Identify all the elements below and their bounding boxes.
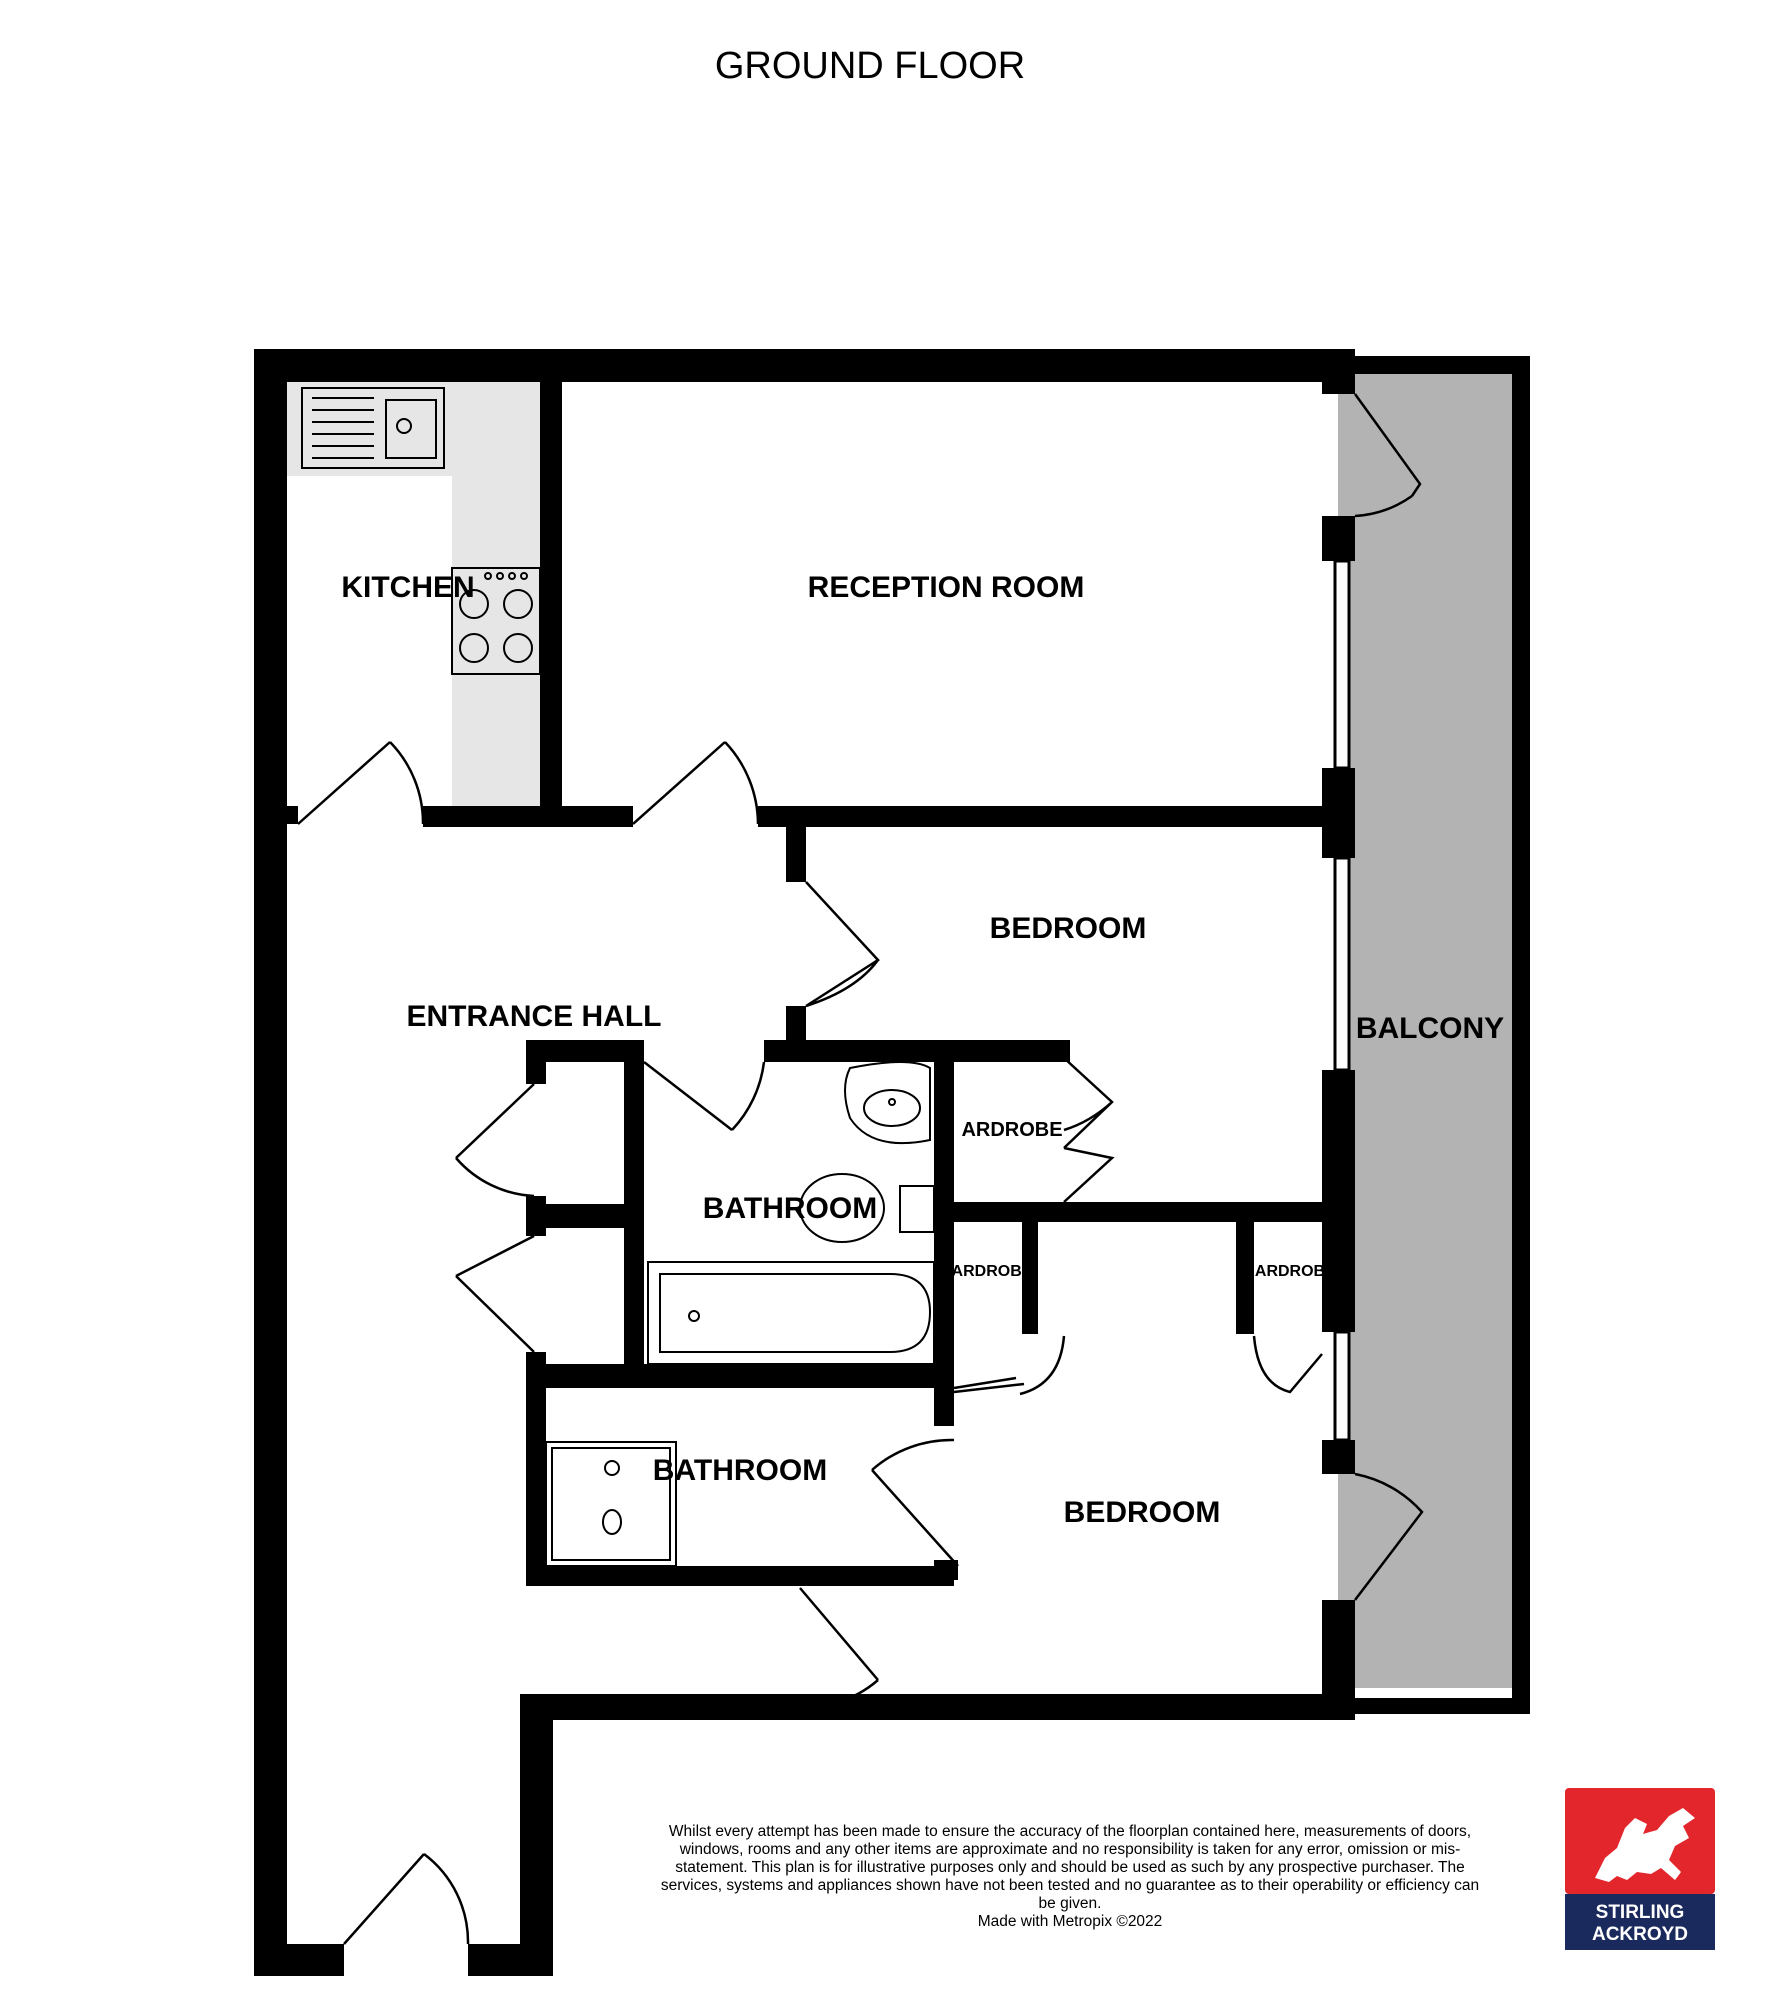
wall xyxy=(1322,1070,1355,1332)
wall xyxy=(526,1694,1338,1720)
room-label-wardrobe-3: ARDROB xyxy=(1254,1263,1326,1280)
door xyxy=(1254,1336,1322,1392)
room-label-bedroom-1: BEDROOM xyxy=(989,912,1147,945)
wall xyxy=(526,1566,954,1586)
window xyxy=(1335,561,1349,768)
bath-icon xyxy=(648,1262,934,1364)
wall xyxy=(254,349,287,1974)
door xyxy=(644,1062,764,1130)
wall xyxy=(758,806,1338,827)
room-label-balcony: BALCONY xyxy=(1355,1012,1505,1045)
door xyxy=(1064,1058,1112,1148)
window xyxy=(1335,1332,1349,1440)
door xyxy=(1064,1148,1112,1202)
logo-line-2: ACKROYD xyxy=(1591,1924,1689,1945)
door xyxy=(954,1378,1024,1392)
door xyxy=(344,1854,468,1944)
wall xyxy=(423,806,633,827)
wall xyxy=(468,1944,553,1976)
wall xyxy=(624,1040,644,1364)
wall xyxy=(526,1364,546,1586)
room-label-kitchen: KITCHEN xyxy=(341,571,475,604)
room-label-reception: RECEPTION ROOM xyxy=(807,571,1085,604)
door xyxy=(633,742,758,824)
door xyxy=(806,882,878,1006)
window xyxy=(1335,858,1349,1070)
wall xyxy=(254,1944,344,1976)
door xyxy=(456,1084,534,1196)
plan-title: GROUND FLOOR xyxy=(714,45,1026,87)
door xyxy=(298,742,423,824)
logo-line-1: STIRLING xyxy=(1595,1902,1685,1923)
room-label-wardrobe-1: ARDROBE xyxy=(961,1119,1063,1141)
wall xyxy=(520,1694,553,1974)
wall xyxy=(540,349,562,811)
made-with-credit: Made with Metropix ©2022 xyxy=(977,1913,1163,1930)
door xyxy=(456,1236,534,1352)
wall xyxy=(786,826,806,882)
wall xyxy=(1322,1440,1355,1474)
disclaimer-text xyxy=(660,1823,1480,1931)
room-label-entrance-hall: ENTRANCE HALL xyxy=(406,1000,662,1033)
door xyxy=(790,1588,878,1707)
wall xyxy=(1338,356,1530,374)
wall xyxy=(1060,1202,1338,1222)
wall xyxy=(954,1040,1066,1058)
door xyxy=(872,1440,958,1566)
wall xyxy=(254,806,298,824)
wall xyxy=(1236,1202,1254,1334)
door xyxy=(1020,1336,1064,1394)
wall xyxy=(1322,349,1355,394)
room-label-bathroom-1: BATHROOM xyxy=(702,1192,878,1225)
wall xyxy=(1322,516,1355,561)
disclaimer-body: Whilst every attempt has been made to ensure the accuracy of the floorplan contained here, measurements of doors, windows, rooms and any other items are approximate and no responsibility is taken for any error, omission or mis-statement. This plan is for illustrative purposes only and should be used as such by any prospective purchaser. The services, systems and appliances shown have not been tested and no guarantee as to their operability or efficiency can be given. xyxy=(660,1823,1480,1912)
wall xyxy=(254,349,1339,382)
wall xyxy=(954,1202,1064,1222)
basin-icon xyxy=(845,1062,930,1143)
stirling-ackroyd-logo xyxy=(1565,1788,1715,1950)
room-label-wardrobe-2: ARDROBE xyxy=(951,1263,1033,1280)
wall xyxy=(1512,356,1530,1714)
room-label-bathroom-2: BATHROOM xyxy=(652,1454,828,1487)
wall xyxy=(526,1040,546,1084)
wall xyxy=(526,1204,626,1228)
wall xyxy=(1338,1698,1530,1714)
wall xyxy=(526,1364,954,1388)
room-label-bedroom-2: BEDROOM xyxy=(1063,1496,1221,1529)
